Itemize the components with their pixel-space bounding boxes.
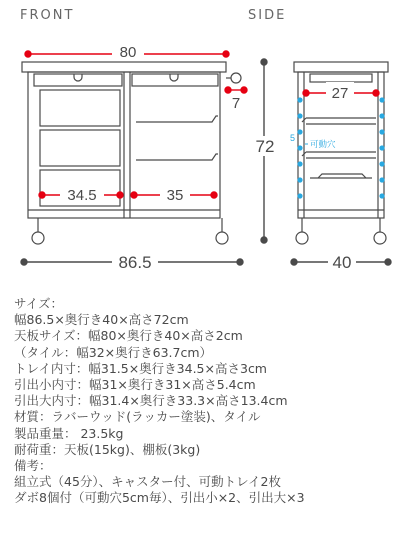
dowel-hole (379, 129, 384, 134)
dim-side-top-depth-label: 27 (331, 85, 349, 102)
dowel-hole (379, 145, 384, 150)
front-caster-right (216, 232, 228, 244)
spec-line: 材質：ラバーウッド(ラッカー塗装)、タイル (14, 409, 261, 425)
spec-line: 幅86.5×奥行き40×高さ72cm (14, 312, 189, 328)
front-right-small-drawer (132, 74, 218, 86)
spec-line: （タイル：幅32×奥行き63.7cm） (14, 344, 213, 360)
spec-list (14, 296, 414, 507)
spec-line: ダボ8個付（可動穴5cm毎）、引出小×2、引出大×3 (14, 490, 305, 506)
dim-handle-offset (225, 87, 247, 93)
side-small-drawer (310, 74, 372, 82)
dim-top-width-label: 80 (119, 44, 137, 61)
front-right-tray-1 (136, 116, 218, 122)
dowel-hole (297, 193, 302, 198)
dim-overall-width-label: 86.5 (118, 253, 152, 272)
side-tray-1 (302, 118, 376, 124)
dowel-hole (379, 113, 384, 118)
front-left-drawer-1 (40, 90, 120, 126)
spec-line: トレイ内寸：幅31.5×奥行き34.5×高さ3cm (14, 360, 267, 376)
dowel-hole (379, 193, 384, 198)
front-left-small-drawer (34, 74, 122, 86)
dowel-hole (379, 161, 384, 166)
dim-overall-depth-label: 40 (332, 253, 352, 272)
side-caster-left (296, 232, 308, 244)
spec-line: 製品重量： 23.5kg (14, 425, 124, 441)
dowel-hole (297, 113, 302, 118)
front-caster-left (32, 232, 44, 244)
front-towel-hook (231, 73, 241, 83)
dowel-hole (379, 177, 384, 182)
dowel-hole (297, 97, 302, 102)
dim-inner-right-label: 35 (166, 187, 184, 204)
spec-line: 引出小内寸：幅31×奥行き31×高さ5.4cm (14, 377, 256, 393)
dowel-hole (379, 97, 384, 102)
dowel-hole (297, 161, 302, 166)
dim-inner-left-label: 34.5 (67, 187, 97, 204)
side-drawer (310, 174, 372, 178)
spec-line: 備考： (14, 458, 52, 474)
dim-height-label: 72 (255, 137, 275, 156)
side-casters (296, 218, 386, 244)
spec-line: 引出大内寸：幅31.4×奥行き33.3×高さ13.4cm (14, 393, 288, 409)
front-left-drawer-2 (40, 130, 120, 166)
spec-line: 組立式（45分）、キャスター付、可動トレイ2枚 (14, 474, 281, 490)
front-top-board (22, 62, 226, 72)
dim-dowel-pitch-label: 5 (290, 133, 296, 143)
front-right-tray-2 (136, 154, 218, 160)
side-top-board (294, 62, 388, 72)
dowel-hole (297, 129, 302, 134)
spec-line: 天板サイズ：幅80×奥行き40×高さ2cm (14, 328, 243, 344)
spec-line: サイズ： (14, 296, 64, 311)
front-casters (32, 218, 228, 244)
side-caster-right (374, 232, 386, 244)
side-view-label: SIDE (248, 8, 287, 23)
front-view-label: FRONT (20, 8, 75, 23)
side-tray-2 (302, 152, 376, 158)
dowel-movable-hole-label: 可動穴 (310, 140, 336, 150)
dim-handle-offset-label: 7 (231, 95, 241, 112)
dowel-hole (297, 145, 302, 150)
dowel-hole (297, 177, 302, 182)
spec-line: 耐荷重：天板(15kg)、棚板(3kg) (14, 441, 201, 457)
